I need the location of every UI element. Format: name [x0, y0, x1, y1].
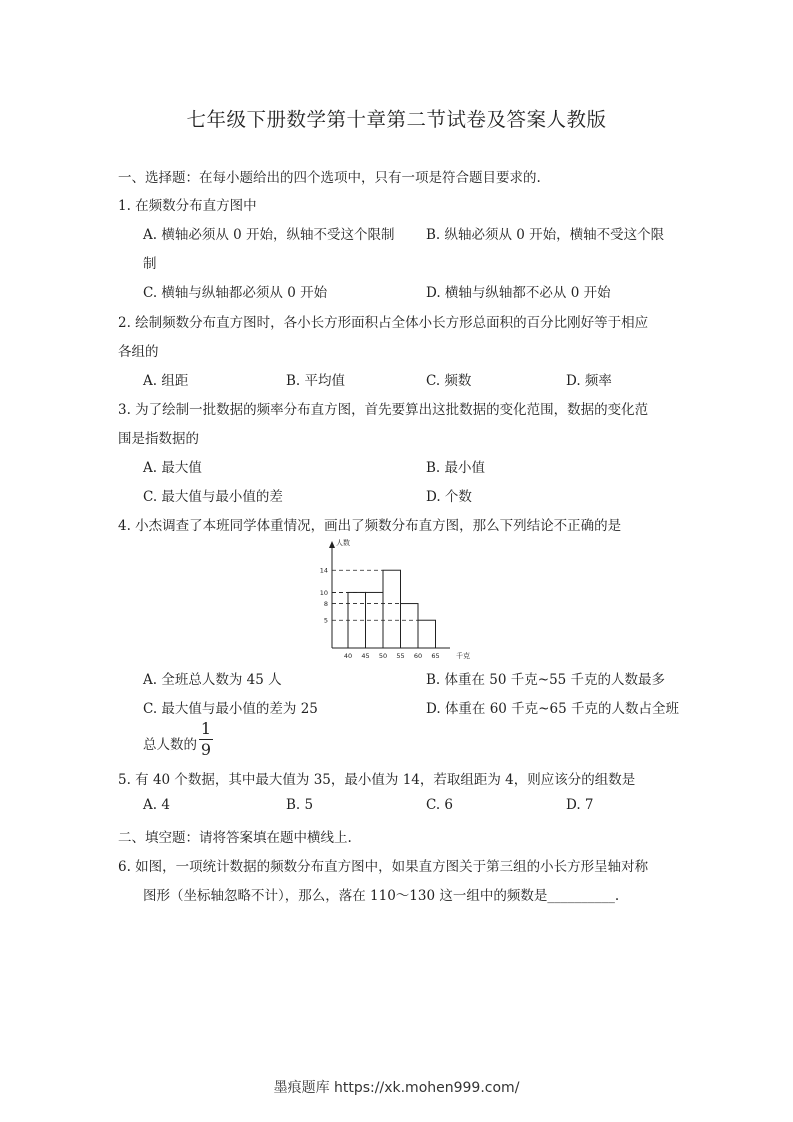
q1-option-b: B. 纵轴必须从 0 开始，横轴不受这个限	[426, 227, 665, 243]
x-tick-label: 65	[431, 652, 440, 660]
q5-stem: 5. 有 40 个数据，其中最大值为 35，最小值为 14，若取组距为 4，则应该分的组数是	[118, 772, 636, 788]
y-tick-label: 10	[319, 588, 328, 597]
q4-stem: 4. 小杰调查了本班同学体重情况，画出了频数分布直方图，那么下列结论不正确的是	[118, 518, 622, 534]
q5-option-c: C. 6	[426, 797, 454, 813]
q2-option-d: D. 频率	[566, 373, 612, 389]
y-tick-label: 8	[323, 600, 328, 609]
section-2-heading: 二、填空题：请将答案填在题中横线上.	[118, 830, 352, 846]
x-tick-label: 55	[396, 652, 405, 660]
fraction-one-ninth	[199, 720, 213, 759]
x-tick-label: 40	[343, 652, 353, 660]
y-axis-label: 人数	[336, 539, 350, 547]
q5-option-b: B. 5	[286, 797, 314, 813]
q1-option-a: A. 横轴必须从 0 开始，纵轴不受这个限制	[143, 227, 395, 243]
fraction-denominator: 9	[200, 740, 212, 759]
x-tick-label: 50	[378, 652, 388, 660]
x-tick-label: 45	[361, 652, 370, 660]
q2-stem-cont: 各组的	[118, 344, 159, 360]
q4-option-d: D. 体重在 60 千克~65 千克的人数占全班	[426, 701, 679, 717]
y-axis-arrow	[329, 541, 335, 548]
q6-stem: 6. 如图，一项统计数据的频数分布直方图中，如果直方图关于第三组的小长方形呈轴对称	[118, 859, 649, 875]
q4-option-b: B. 体重在 50 千克~55 千克的人数最多	[426, 672, 666, 688]
x-axis-label: 千克	[456, 652, 470, 660]
fraction-numerator: 1	[200, 719, 212, 738]
q2-option-c: C. 频数	[426, 373, 472, 389]
q1-option-c: C. 横轴与纵轴都必须从 0 开始	[143, 285, 328, 301]
q3-option-b: B. 最小值	[426, 460, 486, 476]
y-tick-label: 5	[323, 616, 328, 625]
x-tick-label: 60	[413, 652, 423, 660]
q3-stem: 3. 为了绘制一批数据的频率分布直方图，首先要算出这批数据的变化范围，数据的变化范	[118, 402, 649, 418]
histogram-bar	[401, 604, 419, 648]
y-tick-label: 14	[319, 566, 328, 575]
q2-option-b: B. 平均值	[286, 373, 346, 389]
q1-option-d: D. 横轴与纵轴都不必从 0 开始	[426, 285, 611, 301]
q3-stem-cont: 围是指数据的	[118, 431, 199, 447]
footer-watermark: 墨痕题库 https://xk.mohen999.com/	[273, 1080, 520, 1096]
q2-stem: 2. 绘制频数分布直方图时，各小长方形面积占全体小长方形总面积的百分比刚好等于相应	[118, 315, 649, 331]
q1-option-b-cont: 制	[143, 256, 157, 272]
q1-stem: 1. 在频数分布直方图中	[118, 198, 257, 214]
q5-option-a: A. 4	[143, 797, 170, 813]
q5-option-d: D. 7	[566, 797, 594, 813]
histogram-chart	[310, 536, 490, 666]
q3-option-c: C. 最大值与最小值的差	[143, 489, 283, 505]
q6-stem-cont: 图形（坐标轴忽略不计），那么，落在 110～130 这一组中的频数是__________.	[143, 888, 620, 904]
q3-option-a: A. 最大值	[143, 460, 202, 476]
page-title: 七年级下册数学第十章第二节试卷及答案人教版	[186, 108, 607, 131]
q2-option-a: A. 组距	[143, 373, 189, 389]
histogram-bar	[383, 570, 401, 648]
q3-option-d: D. 个数	[426, 489, 472, 505]
q4-option-c: C. 最大值与最小值的差为 25	[143, 701, 318, 717]
histogram-bar	[418, 620, 436, 648]
section-1-heading: 一、选择题：在每小题给出的四个选项中，只有一项是符合题目要求的.	[118, 170, 541, 186]
q4-option-d-cont: 总人数的	[143, 737, 197, 753]
q4-option-a: A. 全班总人数为 45 人	[143, 672, 282, 688]
